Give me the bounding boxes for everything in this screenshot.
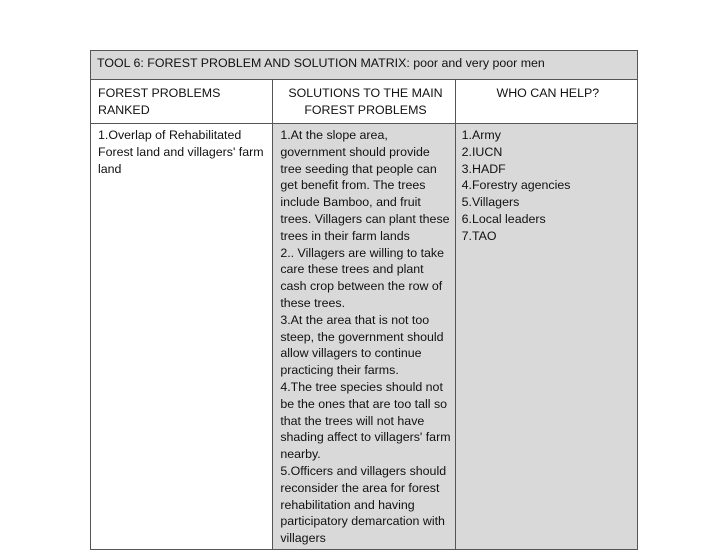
header-row [91,80,638,124]
table-row [91,124,638,550]
solution-item: 2.. Villagers are willing to take care these trees and plant cash crop between the row of these trees. [280,245,445,310]
header-solutions: SOLUTIONS TO THE MAIN FOREST PROBLEMS [273,80,455,124]
solution-item: 4.The tree species should not be the ones that are too tall so that the trees will not have shading affect to villagers' farm nearby. [280,379,451,462]
forest-problem-solution-matrix [90,50,638,550]
header-forest-problems: FOREST PROBLEMS RANKED [91,80,273,124]
problem-cell: 1.Overlap of Rehabilitated Forest land and villagers' farm land [91,124,273,550]
helper-item: 3.HADF [461,161,506,176]
solutions-cell [273,124,455,550]
solution-item: 1.At the slope area, government should provide tree seeding that people can get benefit from. The trees include Bamboo, and fruit trees. Villagers can plant these trees in their farm lands [280,128,450,243]
helper-item: 4.Forestry agencies [461,178,571,193]
header-who-can-help: WHO CAN HELP? [455,80,637,124]
helper-item: 6.Local leaders [461,211,546,226]
table-title: TOOL 6: FOREST PROBLEM AND SOLUTION MATRIX: poor and very poor men [91,51,638,80]
helper-item: 7.TAO [461,228,497,243]
helper-item: 1.Army [461,128,501,142]
helpers-cell [455,124,637,550]
helper-item: 5.Villagers [461,195,520,210]
helper-item: 2.IUCN [461,144,503,159]
solution-item: 3.At the area that is not too steep, the government should allow villagers to continue practicing their farms. [280,312,444,378]
title-row [91,51,638,80]
solution-item: 5.Officers and villagers should reconsider the area for forest rehabilitation and having participatory demarcation with villagers [280,463,447,546]
